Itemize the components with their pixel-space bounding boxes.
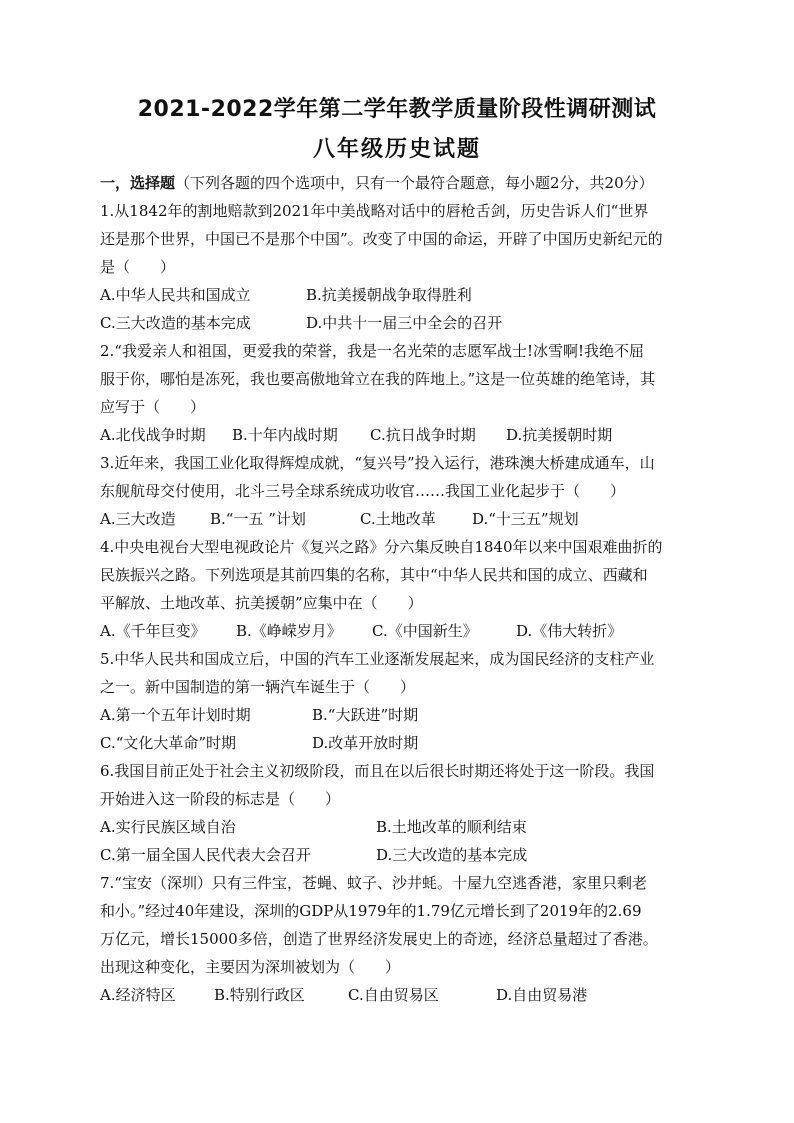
question-line: 开始进入这一阶段的标志是（ ）	[100, 790, 341, 808]
option-a: A.北伐战争时期	[100, 426, 206, 444]
question-line: 3.近年来，我国工业化取得辉煌成就，“复兴号”投入运行，港珠澳大桥建成通车，山	[100, 454, 655, 472]
option-c: C.三大改造的基本完成	[100, 314, 251, 332]
question-line: 还是那个世界，中国已不是那个中国”。改变了中国的命运，开辟了中国历史新纪元的	[100, 230, 663, 248]
question-line: 5.中华人民共和国成立后，中国的汽车工业逐渐发展起来，成为国民经济的支柱产业	[100, 650, 655, 668]
option-row	[100, 701, 700, 729]
question-line: 平解放、土地改革、抗美援朝”应集中在（ ）	[100, 594, 423, 612]
option-a: A.《千年巨变》	[100, 622, 206, 640]
option-a: A.经济特区	[100, 986, 176, 1004]
exam-subtitle: 八年级历史试题	[312, 137, 481, 162]
option-d: D.三大改造的基本完成	[376, 846, 528, 864]
option-c: C.自由贸易区	[348, 986, 439, 1004]
question-line: 7.“宝安（深圳）只有三件宝，苍蝇、蚊子、沙井蚝。十屋九空逃香港，家里只剩老	[100, 874, 647, 892]
question-line: 东舰航母交付使用，北斗三号全球系统成功收官……我国工业化起步于（ ）	[100, 482, 626, 500]
option-b: B.十年内战时期	[232, 426, 338, 444]
option-d: D.自由贸易港	[496, 986, 588, 1004]
option-c: C.《中国新生》	[372, 622, 478, 640]
option-d: D.《伟大转折》	[516, 622, 623, 640]
question-2	[100, 337, 700, 449]
question-line: 服于你，哪怕是冻死，我也要高傲地耸立在我的阵地上。”这是一位英雄的绝笔诗，其	[100, 370, 656, 388]
option-b: B.“大跃进”时期	[312, 706, 419, 724]
question-1	[100, 197, 700, 337]
exam-content	[100, 169, 700, 1009]
question-5	[100, 645, 700, 757]
question-line: 是（ ）	[100, 258, 176, 276]
question-line: 应写于（ ）	[100, 398, 206, 416]
option-row	[100, 617, 700, 645]
option-row	[100, 981, 700, 1009]
question-7	[100, 869, 700, 1009]
option-b: B.土地改革的顺利结束	[376, 818, 527, 836]
option-a: A.三大改造	[100, 510, 176, 528]
option-row	[100, 505, 700, 533]
question-line: 4.中央电视台大型电视政论片《复兴之路》分六集反映自1840年以来中国艰难曲折的	[100, 538, 663, 556]
section-label: 一，选择题	[100, 174, 176, 192]
option-a: A.第一个五年计划时期	[100, 706, 251, 724]
option-a: A.中华人民共和国成立	[100, 286, 251, 304]
option-c: C.“文化大革命”时期	[100, 734, 237, 752]
question-line: 出现这种变化，主要因为深圳被划为（ ）	[100, 958, 401, 976]
option-d: D.抗美援朝时期	[506, 426, 613, 444]
option-c: C.第一届全国人民代表大会召开	[100, 846, 311, 864]
option-a: A.实行民族区域自治	[100, 818, 236, 836]
option-d: D.中共十一届三中全会的召开	[306, 314, 503, 332]
exam-title: 2021-2022学年第二学年教学质量阶段性调研测试	[137, 97, 657, 122]
option-c: C.抗日战争时期	[370, 426, 476, 444]
question-line: 和小。”经过40年建设，深圳的GDP从1979年的1.79亿元增长到了2019年的2.69	[100, 902, 642, 920]
question-line: 2.“我爱亲人和祖国，更爱我的荣誉，我是一名光荣的志愿军战士!冰雪啊!我绝不屈	[100, 342, 645, 360]
option-b: B.“一五 ”计划	[210, 510, 306, 528]
question-line: 民族振兴之路。下列选项是其前四集的名称，其中“中华人民共和国的成立、西藏和	[100, 566, 648, 584]
question-line: 万亿元，增长15000多倍，创造了世界经济发展史上的奇迹，经济总量超过了香港。	[100, 930, 658, 948]
section-instructions: （下列各题的四个选项中，只有一个最符合题意，每小题2分，共20分）	[175, 174, 654, 192]
option-row	[100, 421, 700, 449]
option-row	[100, 841, 700, 869]
question-line: 之一。新中国制造的第一辆汽车诞生于（ ）	[100, 678, 416, 696]
section-heading	[100, 169, 700, 197]
option-row	[100, 813, 700, 841]
option-d: D.改革开放时期	[312, 734, 419, 752]
option-b: B.《峥嵘岁月》	[236, 622, 342, 640]
option-d: D.“十三五”规划	[472, 510, 579, 528]
option-row	[100, 281, 700, 309]
question-line: 1.从1842年的割地赔款到2021年中美战略对话中的唇枪舌剑，历史告诉人们“世界	[100, 202, 649, 220]
question-6	[100, 757, 700, 869]
option-c: C.土地改革	[360, 510, 436, 528]
question-4	[100, 533, 700, 645]
option-row	[100, 309, 700, 337]
option-row	[100, 729, 700, 757]
option-b: B.特别行政区	[214, 986, 305, 1004]
question-3	[100, 449, 700, 533]
option-b: B.抗美援朝战争取得胜利	[306, 286, 472, 304]
question-line: 6.我国目前正处于社会主义初级阶段，而且在以后很长时期还将处于这一阶段。我国	[100, 762, 655, 780]
